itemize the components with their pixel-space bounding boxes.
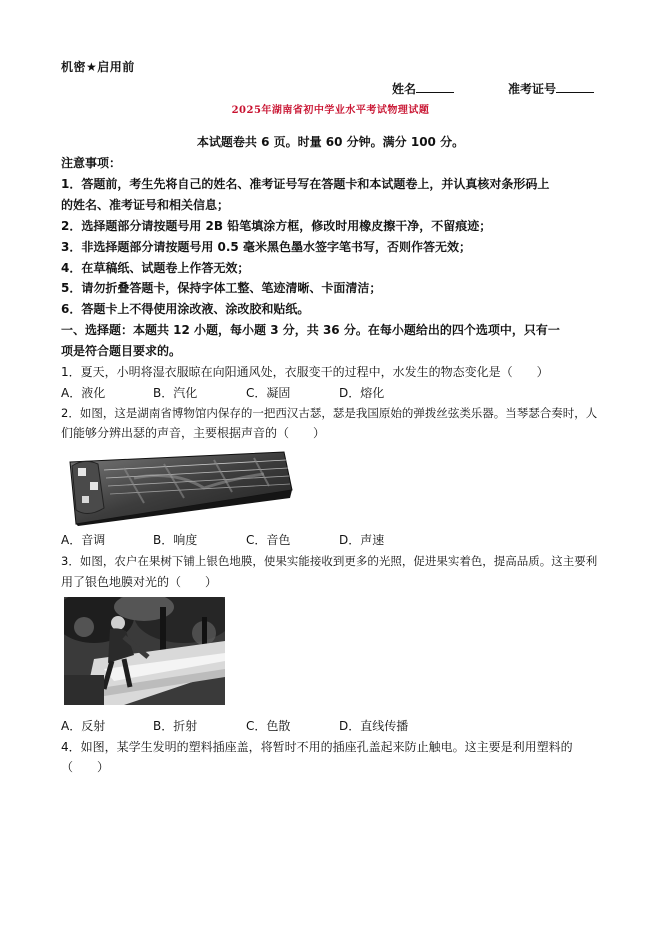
option-a[interactable]: A．反射 [61,719,106,733]
question-3-stem-cont: 用了银色地膜对光的（ ） [61,575,218,589]
note-item: 3．非选择题部分请按题号用 0.5 毫米黑色墨水签字笔书写，否则作答无效； [61,240,471,254]
option-a[interactable]: A．音调 [61,533,106,547]
section-heading: 一、选择题：本题共 12 小题，每小题 3 分，共 36 分。在每小题给出的四个选项中，只有一 [61,323,560,337]
note-item: 2．选择题部分请按题号用 2B 铅笔填涂方框，修改时用橡皮擦干净，不留痕迹； [61,219,492,233]
orchard-silver-film-photo [64,597,225,705]
exam-title: 2025年湖南省初中学业水平考试物理试题 [231,105,430,116]
section-heading-cont: 项是符合题目要求的。 [61,344,182,358]
guqin-zither-photo [64,448,296,526]
option-b[interactable]: B．响度 [153,533,198,547]
note-item: 6．答题卡上不得使用涂改液、涂改胶和贴纸。 [61,302,310,316]
ticket-number-blank[interactable] [556,80,594,93]
exam-subtitle: 本试题卷共 6 页。时量 60 分钟。满分 100 分。 [196,135,465,149]
question-4-stem-cont: （ ） [61,760,110,774]
option-d[interactable]: D．声速 [339,533,385,547]
question-3-stem: 3．如图，农户在果树下铺上银色地膜，使果实能接收到更多的光照，促进果实着色，提高品质。这主要利 [61,554,598,568]
question-4-stem: 4．如图，某学生发明的塑料插座盖，将暂时不用的插座孔盖起来防止触电。这主要是利用塑料的 [61,740,573,754]
option-c[interactable]: C．音色 [246,533,291,547]
option-d[interactable]: D．直线传播 [339,719,409,733]
note-item: 的姓名、准考证号和相关信息； [61,198,230,212]
option-a[interactable]: A．液化 [61,386,106,400]
name-label: 姓名 [392,82,417,96]
option-d[interactable]: D．熔化 [339,386,385,400]
question-2-stem: 2．如图，这是湖南省博物馆内保存的一把西汉古瑟，瑟是我国原始的弹拨丝弦类乐器。当琴瑟合奏时，人 [61,406,598,420]
option-c[interactable]: C．色散 [246,719,291,733]
ticket-number-field [508,80,594,97]
option-c[interactable]: C．凝固 [246,386,291,400]
option-b[interactable]: B．折射 [153,719,198,733]
name-blank[interactable] [416,80,454,93]
note-item: 1．答题前，考生先将自己的姓名、准考证号写在答题卡和本试题卷上，并认真核对条形码上 [61,177,550,191]
note-item: 5．请勿折叠答题卡，保持字体工整、笔迹清晰、卡面清洁； [61,281,382,295]
question-2-stem-cont: 们能够分辨出瑟的声音，主要根据声音的（ ） [61,426,326,440]
note-item: 4．在草稿纸、试题卷上作答无效； [61,261,250,275]
ticket-number-label: 准考证号 [508,82,557,96]
confidential-label: 机密★启用前 [61,60,135,74]
question-1-stem: 1．夏天，小明将湿衣服晾在向阳通风处，衣服变干的过程中，水发生的物态变化是（ ） [61,365,549,379]
name-field [392,80,454,97]
notes-heading: 注意事项： [61,156,122,170]
option-b[interactable]: B．汽化 [153,386,198,400]
